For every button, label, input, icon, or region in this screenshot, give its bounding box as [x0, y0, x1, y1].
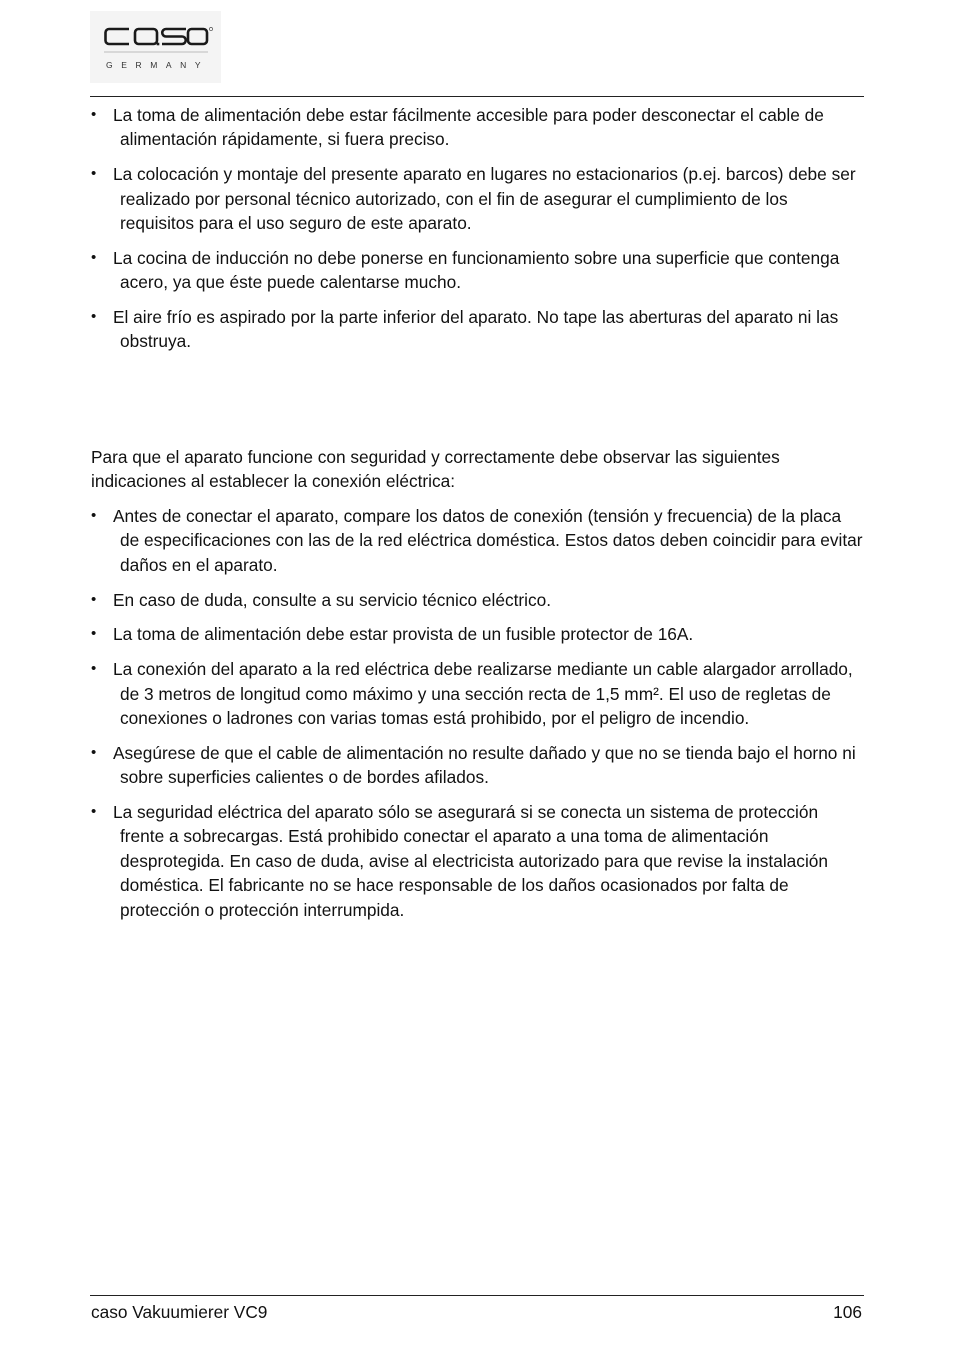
list-item: • La toma de alimentación debe estar provista de un fusible protector de 16A. [91, 622, 863, 646]
intro-paragraph: Para que el aparato funcione con seguridad y correctamente debe observar las siguientes indicaciones al establecer la conexión eléctrica: [91, 446, 780, 492]
caso-logo-graphic [90, 11, 221, 83]
list-item: • La colocación y montaje del presente aparato en lugares no estacionarios (p.ej. barcos) debe ser realizado por personal técnico autorizado, con el fin de asegurar el cumplimiento de los requisitos para el uso seguro de este aparato. [91, 162, 863, 235]
list-item: • El aire frío es aspirado por la parte inferior del aparato. No tape las aberturas del aparato ni las obstruya. [91, 305, 863, 354]
page-number: 106 [833, 1302, 862, 1322]
list-item: • La seguridad eléctrica del aparato sólo se asegurará si se conecta un sistema de protección frente a sobrecargas. Está prohibido conectar el aparato a una toma de alimentación desprotegida. En caso de duda, avise al electricista autorizado para que revise la instalación doméstica. El fabricante no se hace responsable de los daños ocasionados por falta de protección o protección interrumpida. [91, 800, 863, 922]
list-item: • La toma de alimentación debe estar fácilmente accesible para poder desconectar el cable de alimentación rápidamente, si fuera preciso. [91, 103, 863, 152]
list-item: • La cocina de inducción no debe ponerse en funcionamiento sobre una superficie que contenga acero, ya que éste puede calentarse mucho. [91, 246, 863, 295]
header-divider [90, 96, 864, 97]
logo-subtitle: GERMANY [106, 60, 210, 70]
list-item: • La conexión del aparato a la red eléctrica debe realizarse mediante un cable alargador arrollado, de 3 metros de longitud como máximo y una sección recta de 1,5 mm². El uso de regletas de conexiones o ladrones con varias tomas está prohibido, por el peligro de incendio. [91, 657, 863, 730]
bullet-list-2 [91, 504, 863, 922]
page-content [91, 103, 863, 932]
bullet-list-1 [91, 103, 863, 354]
list-item: • Antes de conectar el aparato, compare los datos de conexión (tensión y frecuencia) de la placa de especificaciones con las de la red eléctrica doméstica. Estos datos deben coincidir para evitar daños en el aparato. [91, 504, 863, 577]
brand-logo [90, 11, 221, 83]
footer-document-title: caso Vakuumierer VC9 [91, 1302, 268, 1322]
footer-divider [90, 1295, 864, 1296]
list-item: • Asegúrese de que el cable de alimentación no resulte dañado y que no se tienda bajo el horno ni sobre superficies calientes o de bordes afilados. [91, 741, 863, 790]
list-item: • En caso de duda, consulte a su servicio técnico eléctrico. [91, 588, 863, 612]
